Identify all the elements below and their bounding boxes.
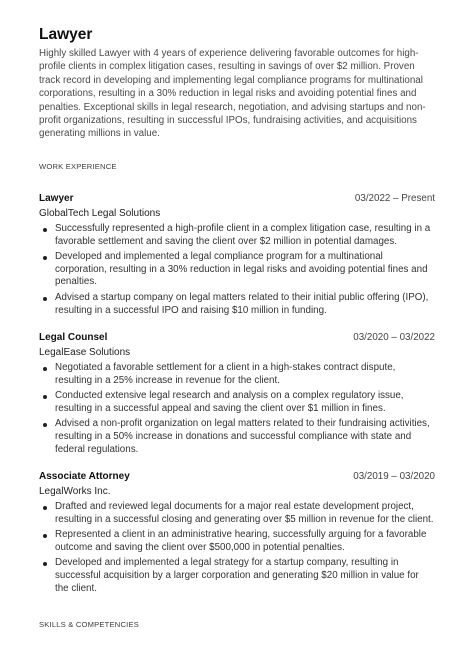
job-header: [39, 193, 435, 207]
bullet-icon: [43, 534, 47, 538]
bullet-text: Developed and implemented a legal compliance program for a multinational corporation, resulting in a 30% reduction in legal risks and avoiding potential fines and penalties.: [55, 251, 428, 288]
list-item: [39, 251, 435, 289]
professional-summary: Highly skilled Lawyer with 4 years of experience delivering favorable outcomes for high-profile clients in complex litigation cases, resulting in savings of over $2 million. Proven track record in developing and implementing legal compliance programs for multinational corporations, resulting in a 30% reduction in legal risks and avoiding potential fines and penalties. Exceptional skills in legal research, negotiation, and advising startups and non-profit organizations, resulting in successful IPOs, fundraising activities, and acquisitions generating millions in value.: [39, 48, 426, 140]
job-header: [39, 332, 435, 346]
job-header: [39, 471, 435, 485]
list-item: [39, 292, 435, 317]
job-bullets: [39, 362, 435, 456]
bullet-icon: [43, 256, 47, 260]
job-title: Associate Attorney: [39, 471, 130, 482]
job-title: Legal Counsel: [39, 332, 108, 343]
bullet-text: Advised a startup company on legal matters related to their initial public offering (IPO), resulting in a successful IPO and raising $10 million in funding.: [55, 291, 429, 316]
company-name: GlobalTech Legal Solutions: [39, 208, 161, 219]
job-entry-legal-counsel: [39, 332, 435, 459]
company-name: LegalWorks Inc.: [39, 486, 111, 497]
bullet-icon: [43, 423, 47, 427]
job-entry-associate-attorney: [39, 471, 435, 598]
page-title: Lawyer: [39, 26, 93, 43]
list-item: [39, 501, 435, 526]
job-bullets: [39, 501, 435, 595]
bullet-text: Conducted extensive legal research and analysis on a complex regulatory issue, resulting in a successful appeal and saving the client over $1 million in fines.: [55, 390, 404, 414]
bullet-text: Advised a non-profit organization on legal matters related to their fundraising activities, resulting in a 50% increase in donations and successful compliance with state and federal regulations.: [55, 418, 430, 455]
list-item: [39, 223, 435, 248]
job-bullets: [39, 223, 435, 317]
skills-heading: SKILLS & COMPETENCIES: [39, 620, 139, 629]
list-item: [39, 529, 435, 554]
job-dates: 03/2019 – 03/2020: [353, 471, 435, 482]
job-entry-lawyer: [39, 193, 435, 320]
work-experience-heading: WORK EXPERIENCE: [39, 162, 117, 171]
bullet-text: Drafted and reviewed legal documents for a major real estate development project, resulting in a successful closing and generating over $5 million in revenue for the client.: [55, 501, 434, 525]
company-name: LegalEase Solutions: [39, 347, 131, 358]
bullet-text: Represented a client in an administrative hearing, successfully arguing for a favorable outcome and saving the client over $500,000 in potential penalties.: [55, 529, 427, 553]
bullet-text: Developed and implemented a legal strategy for a startup company, resulting in successful acquisition by a larger corporation and generating $20 million in value for the client.: [55, 557, 419, 594]
resume-page: [39, 26, 435, 629]
bullet-icon: [43, 506, 47, 510]
bullet-icon: [43, 562, 47, 566]
bullet-text: Negotiated a favorable settlement for a client in a high-stakes contract dispute, resulting in a 25% increase in revenue for the client.: [55, 362, 396, 386]
list-item: [39, 390, 435, 415]
job-dates: 03/2022 – Present: [354, 193, 435, 204]
bullet-text: Successfully represented a high-profile client in a complex litigation case, resulting in a favorable settlement and saving the client over $2 million in potential damages.: [55, 223, 431, 247]
job-title: Lawyer: [39, 193, 74, 204]
job-dates: 03/2020 – 03/2022: [353, 332, 435, 343]
list-item: [39, 418, 435, 456]
bullet-icon: [43, 228, 47, 232]
bullet-icon: [43, 367, 47, 371]
list-item: [39, 557, 435, 595]
bullet-icon: [43, 297, 47, 301]
list-item: [39, 362, 435, 387]
bullet-icon: [43, 395, 47, 399]
